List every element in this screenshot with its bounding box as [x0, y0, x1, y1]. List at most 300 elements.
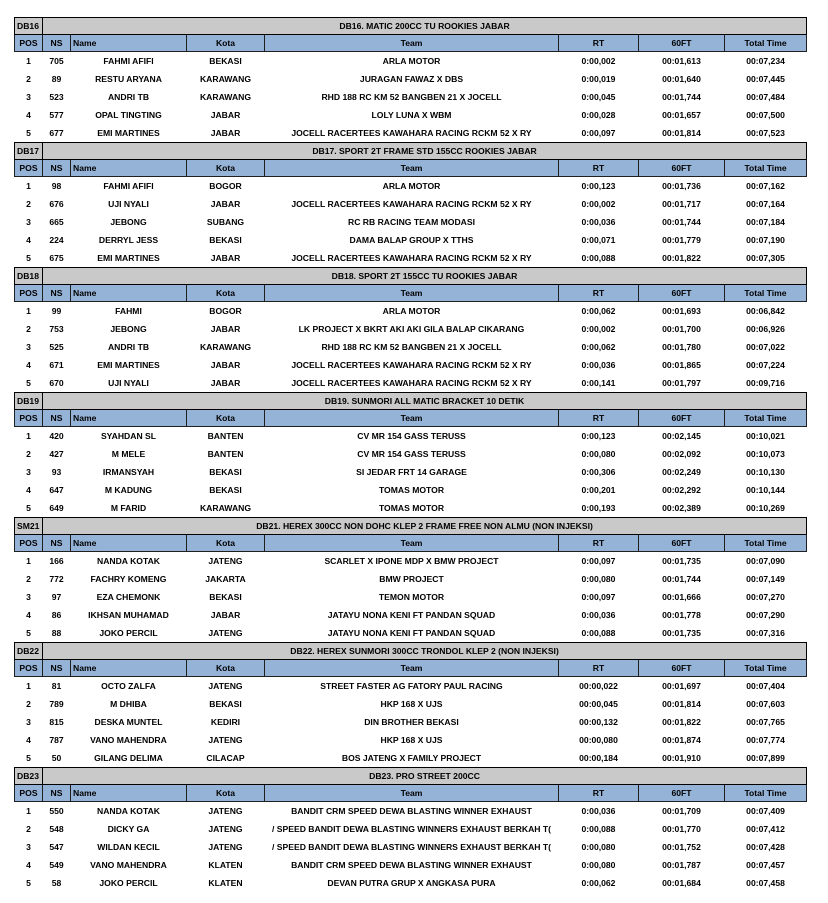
- cell-pos: 4: [26, 485, 31, 495]
- class-code: DB23: [15, 768, 43, 785]
- cell-pos: 2: [26, 824, 31, 834]
- cell-60ft: 00:01,874: [662, 735, 701, 745]
- cell-60ft: 00:01,780: [662, 342, 701, 352]
- cell-kota: BEKASI: [209, 467, 242, 477]
- cell-rt: 0:00,062: [581, 878, 616, 888]
- cell-pos: 1: [26, 56, 31, 66]
- header-ns: NS: [43, 160, 71, 177]
- cell-team: HKP 168 X UJS: [380, 699, 443, 709]
- cell-team: / SPEED BANDIT DEWA BLASTING WINNERS EXHAUST BERKAH T(: [272, 824, 551, 834]
- class-results-table-db22: [14, 642, 807, 767]
- result-row: [15, 124, 807, 142]
- cell-kota: BEKASI: [209, 56, 242, 66]
- cell-kota: KARAWANG: [199, 74, 252, 84]
- cell-pos: 3: [26, 717, 31, 727]
- result-row: [15, 677, 807, 696]
- cell-ns: 50: [51, 753, 62, 763]
- header-60ft: 60FT: [639, 35, 725, 52]
- cell-ns: 166: [49, 556, 64, 566]
- cell-pos: 2: [26, 699, 31, 709]
- header-pos: POS: [15, 785, 43, 802]
- cell-team: JOCELL RACERTEES KAWAHARA RACING RCKM 52 X RY: [291, 128, 532, 138]
- class-results-table-db23: [14, 767, 807, 892]
- cell-total-time: 00:10,021: [746, 431, 785, 441]
- cell-kota: BOGOR: [209, 306, 242, 316]
- column-header-row: [15, 160, 807, 177]
- header-kota: Kota: [187, 535, 265, 552]
- cell-total-time: 00:10,130: [746, 467, 785, 477]
- cell-kota: BOGOR: [209, 181, 242, 191]
- cell-pos: 5: [26, 503, 31, 513]
- cell-rt: 0:00,019: [581, 74, 616, 84]
- cell-total-time: 00:10,073: [746, 449, 785, 459]
- result-row: [15, 570, 807, 588]
- cell-rt: 0:00,097: [581, 128, 616, 138]
- cell-rt: 0:00,097: [581, 592, 616, 602]
- result-row: [15, 445, 807, 463]
- cell-rt: 0:00,088: [581, 824, 616, 834]
- cell-name: GILANG DELIMA: [94, 753, 163, 763]
- cell-rt: 0:00,306: [581, 467, 616, 477]
- cell-ns: 89: [51, 74, 62, 84]
- cell-total-time: 00:07,523: [746, 128, 785, 138]
- cell-60ft: 00:01,822: [662, 717, 701, 727]
- cell-team: BANDIT CRM SPEED DEWA BLASTING WINNER EXHAUST: [291, 806, 532, 816]
- cell-kota: SUBANG: [206, 217, 245, 227]
- cell-team: HKP 168 X UJS: [380, 735, 443, 745]
- cell-kota: BANTEN: [207, 431, 244, 441]
- cell-60ft: 00:01,736: [662, 181, 701, 191]
- cell-name: M MELE: [111, 449, 146, 459]
- cell-ns: 81: [51, 681, 62, 691]
- cell-name: ANDRI TB: [107, 342, 150, 352]
- header-team: Team: [265, 160, 559, 177]
- cell-60ft: 00:01,613: [662, 56, 701, 66]
- cell-pos: 4: [26, 735, 31, 745]
- cell-team: ARLA MOTOR: [382, 56, 441, 66]
- header-60ft: 60FT: [639, 785, 725, 802]
- result-row: [15, 374, 807, 392]
- cell-rt: 0:00,201: [581, 485, 616, 495]
- cell-name: FAHMI: [115, 306, 142, 316]
- cell-name: DERRYL JESS: [98, 235, 159, 245]
- result-row: [15, 695, 807, 713]
- cell-rt: 0:00,097: [581, 556, 616, 566]
- cell-ns: 789: [49, 699, 64, 709]
- header-team: Team: [265, 285, 559, 302]
- cell-team: BOS JATENG X FAMILY PROJECT: [341, 753, 482, 763]
- cell-kota: JABAR: [210, 253, 241, 263]
- cell-name: UJI NYALI: [108, 199, 149, 209]
- cell-kota: KLATEN: [208, 878, 243, 888]
- cell-60ft: 00:01,744: [662, 217, 701, 227]
- cell-60ft: 00:01,744: [662, 92, 701, 102]
- class-title: DB16. MATIC 200CC TU ROOKIES JABAR: [43, 18, 807, 35]
- result-row: [15, 70, 807, 88]
- cell-total-time: 00:09,716: [746, 378, 785, 388]
- cell-rt: 00:00,080: [579, 735, 618, 745]
- class-results-table-db17: [14, 142, 807, 267]
- cell-60ft: 00:01,778: [662, 610, 701, 620]
- header-kota: Kota: [187, 35, 265, 52]
- result-row: [15, 427, 807, 446]
- cell-pos: 5: [26, 628, 31, 638]
- cell-total-time: 00:07,184: [746, 217, 785, 227]
- class-title: DB17. SPORT 2T FRAME STD 155CC ROOKIES JABAR: [43, 143, 807, 160]
- cell-60ft: 00:01,822: [662, 253, 701, 263]
- result-row: [15, 195, 807, 213]
- result-row: [15, 249, 807, 267]
- cell-rt: 0:00,036: [581, 217, 616, 227]
- cell-total-time: 00:07,458: [746, 878, 785, 888]
- cell-rt: 0:00,036: [581, 610, 616, 620]
- header-60ft: 60FT: [639, 535, 725, 552]
- header-rt: RT: [559, 35, 639, 52]
- header-name: Name: [71, 35, 187, 52]
- cell-total-time: 00:07,290: [746, 610, 785, 620]
- result-row: [15, 552, 807, 571]
- cell-team: RC RB RACING TEAM MODASI: [348, 217, 475, 227]
- cell-team: JOCELL RACERTEES KAWAHARA RACING RCKM 52 X RY: [291, 253, 532, 263]
- cell-rt: 0:00,036: [581, 360, 616, 370]
- header-total-time: Total Time: [725, 160, 807, 177]
- cell-ns: 58: [51, 878, 62, 888]
- cell-team: TOMAS MOTOR: [378, 485, 445, 495]
- cell-60ft: 00:01,744: [662, 574, 701, 584]
- cell-total-time: 00:07,603: [746, 699, 785, 709]
- cell-rt: 0:00,002: [581, 324, 616, 334]
- cell-name: M DHIBA: [110, 699, 147, 709]
- cell-ns: 649: [49, 503, 64, 513]
- result-row: [15, 213, 807, 231]
- cell-pos: 5: [26, 253, 31, 263]
- cell-rt: 0:00,080: [581, 574, 616, 584]
- header-team: Team: [265, 35, 559, 52]
- cell-total-time: 00:07,412: [746, 824, 785, 834]
- cell-pos: 1: [26, 181, 31, 191]
- header-60ft: 60FT: [639, 160, 725, 177]
- result-row: [15, 731, 807, 749]
- cell-ns: 815: [49, 717, 64, 727]
- cell-60ft: 00:01,700: [662, 324, 701, 334]
- cell-ns: 97: [51, 592, 62, 602]
- cell-team: ARLA MOTOR: [382, 181, 441, 191]
- result-row: [15, 481, 807, 499]
- cell-60ft: 00:01,814: [662, 699, 701, 709]
- cell-60ft: 00:01,709: [662, 806, 701, 816]
- cell-rt: 0:00,002: [581, 56, 616, 66]
- cell-team: LOLY LUNA X WBM: [371, 110, 452, 120]
- cell-kota: JATENG: [208, 681, 243, 691]
- cell-name: IRMANSYAH: [102, 467, 155, 477]
- cell-kota: JATENG: [208, 628, 243, 638]
- class-title: DB23. PRO STREET 200CC: [43, 768, 807, 785]
- class-title-row: [15, 268, 807, 285]
- cell-ns: 665: [49, 217, 64, 227]
- cell-kota: CILACAP: [206, 753, 245, 763]
- result-row: [15, 802, 807, 821]
- cell-kota: JATENG: [208, 556, 243, 566]
- header-rt: RT: [559, 535, 639, 552]
- header-team: Team: [265, 535, 559, 552]
- cell-team: DAMA BALAP GROUP X TTHS: [349, 235, 474, 245]
- cell-team: SI JEDAR FRT 14 GARAGE: [356, 467, 467, 477]
- header-rt: RT: [559, 785, 639, 802]
- result-row: [15, 624, 807, 642]
- cell-name: M FARID: [110, 503, 147, 513]
- cell-pos: 3: [26, 592, 31, 602]
- cell-ns: 753: [49, 324, 64, 334]
- cell-name: JEBONG: [110, 217, 147, 227]
- result-row: [15, 338, 807, 356]
- header-name: Name: [71, 785, 187, 802]
- cell-ns: 577: [49, 110, 64, 120]
- cell-rt: 0:00,123: [581, 181, 616, 191]
- cell-name: M KADUNG: [104, 485, 153, 495]
- cell-ns: 224: [49, 235, 64, 245]
- header-rt: RT: [559, 660, 639, 677]
- result-row: [15, 231, 807, 249]
- header-team: Team: [265, 660, 559, 677]
- cell-name: NANDA KOTAK: [96, 556, 160, 566]
- cell-team: TEMON MOTOR: [378, 592, 445, 602]
- cell-total-time: 00:07,404: [746, 681, 785, 691]
- cell-pos: 1: [26, 681, 31, 691]
- cell-kota: JATENG: [208, 842, 243, 852]
- cell-team: BANDIT CRM SPEED DEWA BLASTING WINNER EXHAUST: [291, 860, 532, 870]
- cell-ns: 676: [49, 199, 64, 209]
- cell-ns: 677: [49, 128, 64, 138]
- cell-team: RHD 188 RC KM 52 BANGBEN 21 X JOCELL: [321, 92, 502, 102]
- class-results-table-db16: [14, 17, 807, 142]
- cell-pos: 3: [26, 217, 31, 227]
- cell-kota: JABAR: [210, 360, 241, 370]
- header-total-time: Total Time: [725, 410, 807, 427]
- cell-pos: 2: [26, 449, 31, 459]
- cell-name: OCTO ZALFA: [101, 681, 156, 691]
- header-total-time: Total Time: [725, 660, 807, 677]
- cell-kota: KARAWANG: [199, 503, 252, 513]
- cell-name: VANO MAHENDRA: [90, 735, 167, 745]
- cell-ns: 523: [49, 92, 64, 102]
- header-kota: Kota: [187, 160, 265, 177]
- cell-total-time: 00:06,926: [746, 324, 785, 334]
- header-rt: RT: [559, 285, 639, 302]
- cell-rt: 0:00,071: [581, 235, 616, 245]
- cell-team: CV MR 154 GASS TERUSS: [357, 431, 466, 441]
- cell-pos: 1: [26, 306, 31, 316]
- cell-ns: 547: [49, 842, 64, 852]
- class-results-table-db18: [14, 267, 807, 392]
- result-row: [15, 713, 807, 731]
- cell-pos: 5: [26, 378, 31, 388]
- result-row: [15, 820, 807, 838]
- cell-ns: 787: [49, 735, 64, 745]
- cell-rt: 0:00,080: [581, 449, 616, 459]
- column-header-row: [15, 785, 807, 802]
- cell-pos: 2: [26, 324, 31, 334]
- cell-total-time: 00:07,316: [746, 628, 785, 638]
- column-header-row: [15, 535, 807, 552]
- cell-60ft: 00:01,735: [662, 556, 701, 566]
- cell-pos: 4: [26, 360, 31, 370]
- column-header-row: [15, 660, 807, 677]
- cell-name: FAHMI AFIFI: [103, 56, 154, 66]
- class-title: DB19. SUNMORI ALL MATIC BRACKET 10 DETIK: [43, 393, 807, 410]
- class-code: DB18: [15, 268, 43, 285]
- cell-rt: 0:00,080: [581, 842, 616, 852]
- header-team: Team: [265, 410, 559, 427]
- cell-total-time: 00:07,162: [746, 181, 785, 191]
- header-kota: Kota: [187, 285, 265, 302]
- result-row: [15, 606, 807, 624]
- header-ns: NS: [43, 285, 71, 302]
- cell-60ft: 00:01,735: [662, 628, 701, 638]
- cell-pos: 3: [26, 92, 31, 102]
- cell-kota: JABAR: [210, 610, 241, 620]
- cell-60ft: 00:01,684: [662, 878, 701, 888]
- class-results-table-sm21: [14, 517, 807, 642]
- result-row: [15, 52, 807, 71]
- cell-kota: JATENG: [208, 735, 243, 745]
- result-row: [15, 838, 807, 856]
- header-60ft: 60FT: [639, 410, 725, 427]
- cell-name: RESTU ARYANA: [95, 74, 162, 84]
- cell-kota: KEDIRI: [210, 717, 241, 727]
- cell-team: BMW PROJECT: [379, 574, 444, 584]
- cell-pos: 2: [26, 74, 31, 84]
- cell-name: JOKO PERCIL: [99, 878, 158, 888]
- cell-pos: 4: [26, 860, 31, 870]
- cell-ns: 420: [49, 431, 64, 441]
- header-rt: RT: [559, 160, 639, 177]
- cell-team: ARLA MOTOR: [382, 306, 441, 316]
- cell-name: UJI NYALI: [108, 378, 149, 388]
- cell-ns: 550: [49, 806, 64, 816]
- header-kota: Kota: [187, 410, 265, 427]
- cell-60ft: 00:01,787: [662, 860, 701, 870]
- class-code: DB19: [15, 393, 43, 410]
- cell-kota: KARAWANG: [199, 342, 252, 352]
- header-pos: POS: [15, 285, 43, 302]
- result-row: [15, 320, 807, 338]
- cell-total-time: 00:07,022: [746, 342, 785, 352]
- class-code: DB16: [15, 18, 43, 35]
- cell-rt: 0:00,036: [581, 806, 616, 816]
- cell-team: RHD 188 RC KM 52 BANGBEN 21 X JOCELL: [321, 342, 502, 352]
- cell-60ft: 00:01,814: [662, 128, 701, 138]
- cell-name: SYAHDAN SL: [100, 431, 157, 441]
- result-row: [15, 106, 807, 124]
- cell-pos: 1: [26, 806, 31, 816]
- cell-60ft: 00:01,865: [662, 360, 701, 370]
- cell-rt: 0:00,088: [581, 628, 616, 638]
- cell-name: OPAL TINGTING: [95, 110, 162, 120]
- header-total-time: Total Time: [725, 35, 807, 52]
- cell-60ft: 00:01,752: [662, 842, 701, 852]
- class-code: SM21: [15, 518, 43, 535]
- cell-rt: 00:00,132: [579, 717, 618, 727]
- cell-rt: 0:00,045: [581, 92, 616, 102]
- header-ns: NS: [43, 785, 71, 802]
- cell-total-time: 00:07,224: [746, 360, 785, 370]
- cell-total-time: 00:07,765: [746, 717, 785, 727]
- cell-total-time: 00:07,409: [746, 806, 785, 816]
- result-row: [15, 88, 807, 106]
- cell-name: JOKO PERCIL: [99, 628, 158, 638]
- header-total-time: Total Time: [725, 535, 807, 552]
- header-pos: POS: [15, 160, 43, 177]
- cell-rt: 0:00,002: [581, 199, 616, 209]
- cell-ns: 88: [51, 628, 62, 638]
- cell-total-time: 00:07,484: [746, 92, 785, 102]
- cell-name: DICKY GA: [107, 824, 150, 834]
- result-row: [15, 463, 807, 481]
- cell-pos: 4: [26, 610, 31, 620]
- cell-name: WILDAN KECIL: [97, 842, 160, 852]
- cell-name: IKHSAN MUHAMAD: [88, 610, 169, 620]
- cell-60ft: 00:01,717: [662, 199, 701, 209]
- cell-ns: 99: [51, 306, 62, 316]
- cell-pos: 3: [26, 342, 31, 352]
- cell-rt: 0:00,062: [581, 342, 616, 352]
- header-pos: POS: [15, 410, 43, 427]
- class-title-row: [15, 518, 807, 535]
- cell-kota: JAKARTA: [205, 574, 246, 584]
- column-header-row: [15, 410, 807, 427]
- cell-team: TOMAS MOTOR: [378, 503, 445, 513]
- header-ns: NS: [43, 410, 71, 427]
- header-total-time: Total Time: [725, 285, 807, 302]
- header-kota: Kota: [187, 785, 265, 802]
- header-60ft: 60FT: [639, 660, 725, 677]
- cell-ns: 548: [49, 824, 64, 834]
- header-total-time: Total Time: [725, 785, 807, 802]
- result-row: [15, 499, 807, 517]
- cell-total-time: 00:07,500: [746, 110, 785, 120]
- header-pos: POS: [15, 35, 43, 52]
- cell-total-time: 00:07,445: [746, 74, 785, 84]
- header-rt: RT: [559, 410, 639, 427]
- cell-name: ANDRI TB: [107, 92, 150, 102]
- cell-total-time: 00:10,269: [746, 503, 785, 513]
- cell-total-time: 00:07,190: [746, 235, 785, 245]
- cell-team: JOCELL RACERTEES KAWAHARA RACING RCKM 52 X RY: [291, 199, 532, 209]
- result-row: [15, 177, 807, 196]
- cell-60ft: 00:02,292: [662, 485, 701, 495]
- cell-kota: BEKASI: [209, 699, 242, 709]
- cell-team: JURAGAN FAWAZ X DBS: [359, 74, 464, 84]
- cell-kota: BEKASI: [209, 592, 242, 602]
- cell-kota: KARAWANG: [199, 92, 252, 102]
- cell-pos: 3: [26, 842, 31, 852]
- cell-60ft: 00:01,693: [662, 306, 701, 316]
- cell-name: EZA CHEMONK: [96, 592, 161, 602]
- cell-pos: 1: [26, 431, 31, 441]
- cell-ns: 525: [49, 342, 64, 352]
- cell-60ft: 00:02,389: [662, 503, 701, 513]
- cell-team: SCARLET X IPONE MDP X BMW PROJECT: [324, 556, 499, 566]
- cell-60ft: 00:01,797: [662, 378, 701, 388]
- results-sheet: [14, 17, 806, 892]
- cell-rt: 0:00,141: [581, 378, 616, 388]
- cell-pos: 4: [26, 235, 31, 245]
- header-60ft: 60FT: [639, 285, 725, 302]
- header-name: Name: [71, 535, 187, 552]
- cell-rt: 0:00,028: [581, 110, 616, 120]
- header-kota: Kota: [187, 660, 265, 677]
- cell-60ft: 00:01,666: [662, 592, 701, 602]
